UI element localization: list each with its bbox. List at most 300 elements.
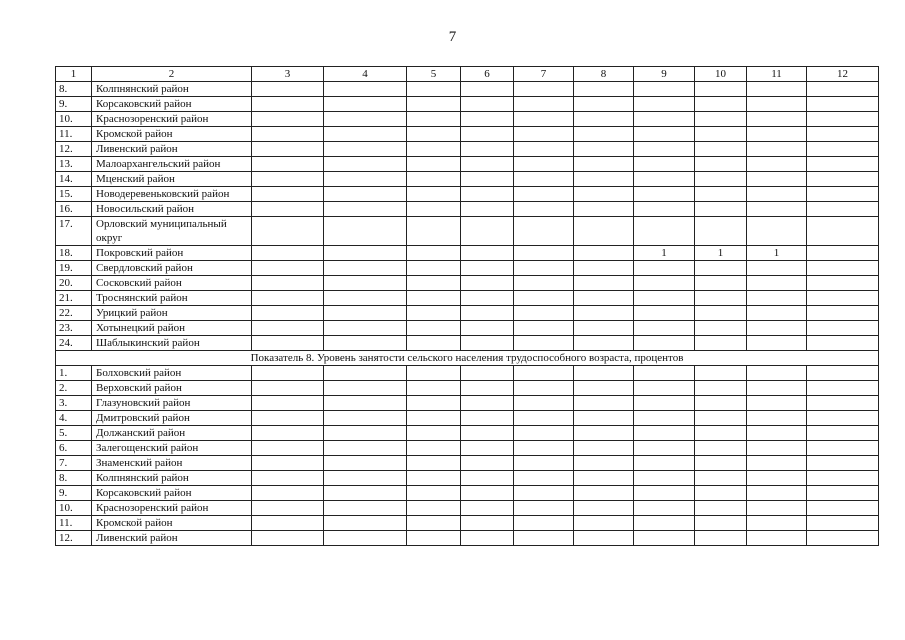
value-cell — [747, 531, 807, 546]
value-cell — [807, 441, 879, 456]
table-row — [56, 112, 879, 127]
value-cell — [695, 531, 747, 546]
value-cell — [324, 381, 407, 396]
value-cell — [252, 426, 324, 441]
district-name: Дмитровский район — [92, 411, 252, 426]
section-title: Показатель 8. Уровень занятости сельского населения трудоспособного возраста, процентов — [56, 351, 879, 366]
value-cell — [407, 321, 461, 336]
value-cell — [514, 291, 574, 306]
district-name: Покровский район — [92, 246, 252, 261]
value-cell — [324, 202, 407, 217]
value-cell — [574, 202, 634, 217]
value-cell — [324, 246, 407, 261]
value-cell — [574, 157, 634, 172]
value-cell — [634, 202, 695, 217]
value-cell — [407, 97, 461, 112]
value-cell — [695, 127, 747, 142]
value-cell — [514, 516, 574, 531]
value-cell — [324, 426, 407, 441]
district-name: Корсаковский район — [92, 486, 252, 501]
value-cell — [807, 142, 879, 157]
district-name: Кромской район — [92, 127, 252, 142]
value-cell — [252, 261, 324, 276]
value-cell — [747, 97, 807, 112]
value-cell — [324, 441, 407, 456]
row-number: 19. — [56, 261, 92, 276]
value-cell — [634, 276, 695, 291]
value-cell — [634, 501, 695, 516]
value-cell — [461, 82, 514, 97]
value-cell — [807, 396, 879, 411]
table-row — [56, 441, 879, 456]
value-cell — [252, 471, 324, 486]
value-cell — [695, 202, 747, 217]
value-cell — [574, 531, 634, 546]
value-cell — [407, 411, 461, 426]
table-row — [56, 202, 879, 217]
value-cell: 1 — [747, 246, 807, 261]
district-name: Корсаковский район — [92, 97, 252, 112]
district-name: Малоархангельский район — [92, 157, 252, 172]
value-cell — [695, 172, 747, 187]
table-row — [56, 97, 879, 112]
value-cell — [807, 157, 879, 172]
district-name: Свердловский район — [92, 261, 252, 276]
row-number: 23. — [56, 321, 92, 336]
row-number: 9. — [56, 97, 92, 112]
value-cell — [514, 456, 574, 471]
value-cell — [807, 531, 879, 546]
value-cell — [252, 321, 324, 336]
value-cell — [514, 396, 574, 411]
column-header: 2 — [92, 67, 252, 82]
value-cell — [634, 217, 695, 246]
value-cell — [747, 187, 807, 202]
district-name: Орловский муниципальный округ — [92, 217, 252, 246]
value-cell — [695, 261, 747, 276]
value-cell — [634, 172, 695, 187]
value-cell — [634, 261, 695, 276]
value-cell — [407, 381, 461, 396]
value-cell — [574, 411, 634, 426]
value-cell — [695, 276, 747, 291]
value-cell — [807, 82, 879, 97]
district-name: Знаменский район — [92, 456, 252, 471]
value-cell — [695, 366, 747, 381]
table-row — [56, 82, 879, 97]
district-name: Должанский район — [92, 426, 252, 441]
value-cell — [407, 336, 461, 351]
value-cell — [695, 82, 747, 97]
column-header: 5 — [407, 67, 461, 82]
value-cell — [807, 187, 879, 202]
value-cell — [461, 97, 514, 112]
table-row — [56, 411, 879, 426]
value-cell — [807, 276, 879, 291]
value-cell — [252, 127, 324, 142]
value-cell — [324, 456, 407, 471]
row-number: 21. — [56, 291, 92, 306]
value-cell — [252, 441, 324, 456]
value-cell — [324, 97, 407, 112]
row-number: 13. — [56, 157, 92, 172]
value-cell — [252, 157, 324, 172]
district-name: Верховский район — [92, 381, 252, 396]
value-cell — [407, 366, 461, 381]
value-cell — [514, 336, 574, 351]
value-cell — [574, 246, 634, 261]
row-number: 10. — [56, 112, 92, 127]
value-cell — [461, 217, 514, 246]
value-cell — [695, 112, 747, 127]
value-cell — [695, 486, 747, 501]
value-cell — [574, 142, 634, 157]
value-cell — [461, 187, 514, 202]
value-cell: 1 — [695, 246, 747, 261]
value-cell — [407, 396, 461, 411]
value-cell — [461, 516, 514, 531]
value-cell — [747, 336, 807, 351]
value-cell — [695, 142, 747, 157]
value-cell — [461, 202, 514, 217]
value-cell — [634, 321, 695, 336]
value-cell — [324, 396, 407, 411]
table-row — [56, 306, 879, 321]
row-number: 1. — [56, 366, 92, 381]
value-cell — [747, 217, 807, 246]
value-cell — [514, 501, 574, 516]
value-cell — [461, 246, 514, 261]
value-cell — [747, 261, 807, 276]
value-cell — [747, 82, 807, 97]
value-cell — [252, 531, 324, 546]
district-name: Мценский район — [92, 172, 252, 187]
value-cell — [407, 441, 461, 456]
value-cell — [461, 531, 514, 546]
value-cell — [574, 516, 634, 531]
value-cell — [407, 217, 461, 246]
value-cell — [695, 157, 747, 172]
value-cell — [695, 187, 747, 202]
value-cell — [514, 426, 574, 441]
value-cell — [747, 112, 807, 127]
value-cell — [747, 501, 807, 516]
row-number: 11. — [56, 127, 92, 142]
value-cell — [574, 291, 634, 306]
value-cell — [807, 321, 879, 336]
value-cell — [747, 276, 807, 291]
value-cell — [324, 82, 407, 97]
row-number: 3. — [56, 396, 92, 411]
value-cell — [695, 396, 747, 411]
value-cell — [514, 172, 574, 187]
value-cell — [807, 366, 879, 381]
value-cell — [461, 142, 514, 157]
value-cell — [407, 531, 461, 546]
value-cell — [807, 202, 879, 217]
value-cell — [514, 97, 574, 112]
table-row — [56, 246, 879, 261]
district-name: Ливенский район — [92, 142, 252, 157]
value-cell — [514, 321, 574, 336]
value-cell — [747, 157, 807, 172]
value-cell — [514, 82, 574, 97]
value-cell — [252, 276, 324, 291]
value-cell — [634, 112, 695, 127]
column-header: 4 — [324, 67, 407, 82]
district-name: Новодеревеньковский район — [92, 187, 252, 202]
row-number: 14. — [56, 172, 92, 187]
row-number: 2. — [56, 381, 92, 396]
value-cell — [747, 426, 807, 441]
value-cell — [252, 396, 324, 411]
value-cell — [252, 336, 324, 351]
value-cell — [695, 471, 747, 486]
value-cell — [324, 486, 407, 501]
value-cell — [514, 471, 574, 486]
value-cell — [514, 157, 574, 172]
value-cell — [324, 291, 407, 306]
value-cell — [747, 471, 807, 486]
row-number: 22. — [56, 306, 92, 321]
row-number: 15. — [56, 187, 92, 202]
district-name: Залегощенский район — [92, 441, 252, 456]
district-name: Колпнянский район — [92, 82, 252, 97]
table-row — [56, 531, 879, 546]
table-row — [56, 217, 879, 246]
row-number: 8. — [56, 471, 92, 486]
value-cell — [407, 157, 461, 172]
value-cell — [695, 516, 747, 531]
value-cell — [747, 486, 807, 501]
table-row — [56, 471, 879, 486]
value-cell — [807, 456, 879, 471]
value-cell — [634, 411, 695, 426]
value-cell — [574, 366, 634, 381]
value-cell — [807, 426, 879, 441]
district-name: Новосильский район — [92, 202, 252, 217]
column-header: 11 — [747, 67, 807, 82]
value-cell — [252, 501, 324, 516]
district-name: Краснозоренский район — [92, 501, 252, 516]
value-cell — [407, 82, 461, 97]
value-cell — [407, 187, 461, 202]
value-cell — [747, 306, 807, 321]
value-cell — [574, 486, 634, 501]
value-cell — [461, 426, 514, 441]
value-cell — [634, 142, 695, 157]
value-cell — [574, 276, 634, 291]
value-cell — [324, 336, 407, 351]
row-number: 17. — [56, 217, 92, 246]
value-cell — [574, 501, 634, 516]
value-cell — [807, 381, 879, 396]
value-cell — [574, 321, 634, 336]
value-cell — [574, 112, 634, 127]
value-cell — [461, 306, 514, 321]
value-cell — [461, 501, 514, 516]
row-number: 10. — [56, 501, 92, 516]
table-row — [56, 426, 879, 441]
value-cell — [807, 127, 879, 142]
value-cell — [574, 471, 634, 486]
column-header: 9 — [634, 67, 695, 82]
value-cell — [407, 306, 461, 321]
value-cell — [807, 217, 879, 246]
value-cell — [514, 246, 574, 261]
value-cell — [252, 97, 324, 112]
value-cell — [514, 366, 574, 381]
value-cell — [695, 217, 747, 246]
value-cell — [514, 127, 574, 142]
row-number: 20. — [56, 276, 92, 291]
table-row — [56, 157, 879, 172]
table-row — [56, 336, 879, 351]
value-cell — [747, 142, 807, 157]
table-row — [56, 501, 879, 516]
value-cell — [252, 217, 324, 246]
value-cell — [461, 276, 514, 291]
value-cell — [807, 112, 879, 127]
value-cell — [634, 426, 695, 441]
value-cell — [695, 321, 747, 336]
value-cell — [634, 441, 695, 456]
value-cell — [634, 82, 695, 97]
value-cell — [252, 456, 324, 471]
value-cell — [695, 441, 747, 456]
value-cell — [407, 501, 461, 516]
value-cell — [324, 411, 407, 426]
value-cell — [461, 486, 514, 501]
value-cell — [514, 441, 574, 456]
value-cell — [324, 187, 407, 202]
value-cell — [407, 471, 461, 486]
value-cell — [514, 112, 574, 127]
value-cell — [807, 516, 879, 531]
value-cell — [695, 306, 747, 321]
value-cell — [407, 112, 461, 127]
value-cell — [634, 336, 695, 351]
value-cell — [461, 321, 514, 336]
value-cell — [514, 486, 574, 501]
value-cell — [634, 456, 695, 471]
table-row — [56, 321, 879, 336]
value-cell — [574, 396, 634, 411]
value-cell — [324, 276, 407, 291]
value-cell — [747, 516, 807, 531]
value-cell — [461, 471, 514, 486]
value-cell — [807, 411, 879, 426]
column-header: 6 — [461, 67, 514, 82]
district-name: Сосковский район — [92, 276, 252, 291]
table-row — [56, 366, 879, 381]
value-cell — [514, 531, 574, 546]
value-cell — [747, 381, 807, 396]
value-cell — [252, 366, 324, 381]
value-cell — [252, 291, 324, 306]
value-cell — [747, 456, 807, 471]
value-cell — [695, 501, 747, 516]
value-cell — [695, 336, 747, 351]
value-cell — [807, 291, 879, 306]
value-cell — [634, 306, 695, 321]
value-cell — [407, 142, 461, 157]
value-cell — [324, 471, 407, 486]
value-cell — [574, 217, 634, 246]
value-cell — [514, 217, 574, 246]
value-cell — [747, 202, 807, 217]
value-cell — [407, 486, 461, 501]
value-cell — [252, 381, 324, 396]
value-cell — [574, 441, 634, 456]
column-header: 3 — [252, 67, 324, 82]
row-number: 16. — [56, 202, 92, 217]
table-row — [56, 187, 879, 202]
value-cell — [574, 426, 634, 441]
district-name: Хотынецкий район — [92, 321, 252, 336]
district-name: Шаблыкинский район — [92, 336, 252, 351]
value-cell — [461, 411, 514, 426]
value-cell — [634, 187, 695, 202]
value-cell — [252, 486, 324, 501]
row-number: 18. — [56, 246, 92, 261]
row-number: 5. — [56, 426, 92, 441]
value-cell — [514, 142, 574, 157]
value-cell — [634, 516, 695, 531]
value-cell — [407, 127, 461, 142]
value-cell — [807, 306, 879, 321]
table-row — [56, 456, 879, 471]
table-row — [56, 381, 879, 396]
column-header: 8 — [574, 67, 634, 82]
value-cell — [407, 261, 461, 276]
value-cell — [324, 112, 407, 127]
value-cell — [252, 82, 324, 97]
value-cell — [324, 531, 407, 546]
value-cell — [514, 381, 574, 396]
value-cell — [514, 306, 574, 321]
value-cell — [514, 202, 574, 217]
table-row — [56, 127, 879, 142]
table-row — [56, 291, 879, 306]
value-cell — [461, 112, 514, 127]
value-cell — [461, 366, 514, 381]
table-row — [56, 142, 879, 157]
value-cell — [252, 172, 324, 187]
value-cell — [461, 127, 514, 142]
value-cell — [461, 396, 514, 411]
value-cell — [747, 321, 807, 336]
value-cell — [407, 426, 461, 441]
district-name: Урицкий район — [92, 306, 252, 321]
row-number: 11. — [56, 516, 92, 531]
value-cell — [407, 291, 461, 306]
value-cell — [252, 142, 324, 157]
row-number: 9. — [56, 486, 92, 501]
row-number: 24. — [56, 336, 92, 351]
row-number: 6. — [56, 441, 92, 456]
value-cell — [634, 471, 695, 486]
value-cell — [324, 516, 407, 531]
row-number: 8. — [56, 82, 92, 97]
value-cell — [252, 246, 324, 261]
value-cell — [461, 172, 514, 187]
value-cell — [324, 172, 407, 187]
value-cell — [574, 261, 634, 276]
value-cell — [634, 531, 695, 546]
value-cell — [807, 501, 879, 516]
value-cell — [634, 127, 695, 142]
